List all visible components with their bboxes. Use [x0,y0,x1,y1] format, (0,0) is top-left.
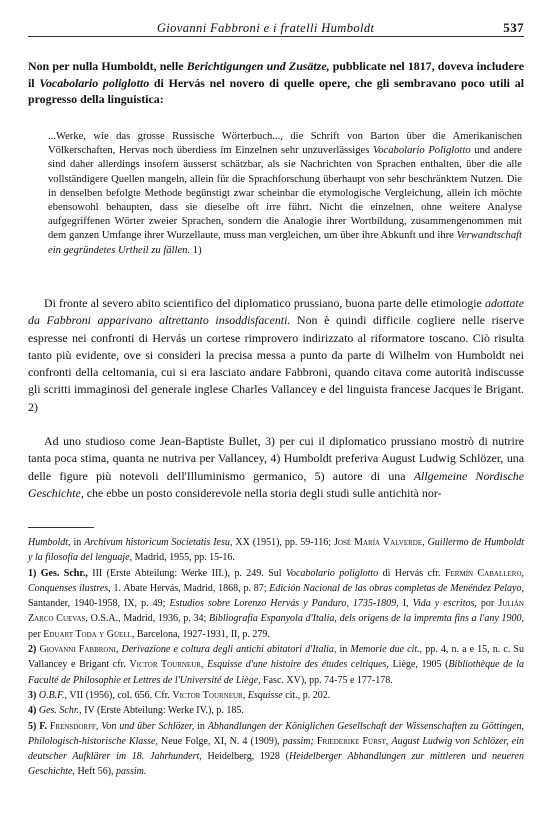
text-run: per [28,628,44,640]
footnotes [28,535,524,780]
author-name: Fermín Caballero, [444,567,524,579]
author-name: Victor Tourneur, [172,689,246,701]
text-run: Heft 56), [74,766,117,778]
text-run-italic: Derivazione e coltura degli antichi abitatori d'Italia, [121,644,337,656]
text-run-italic: Vocabolario Poliglotto [372,145,471,157]
text-run: ...Werke, wie das grosse Russische Wörterbuch..., die Schrift von Barton über die Amerikanischen Völkerschaften, Hervas noch überdiess im Einzelnen sehr unzuverlässiges [48,131,522,157]
text-run-italic: Berichtigungen und Zusätze, [186,59,330,73]
text-run-italic: August Ludwig von Schlözer, ein deutscher Aufklärer im 18. Jahrhundert, [28,735,524,763]
text-run-italic: Guillermo de Humboldt y la filosofía del lenguaje, [28,537,525,564]
author-name: Frensdorff, [49,720,99,732]
running-title: Giovanni Fabbroni e i fratelli Humboldt [156,21,375,35]
paragraph-2 [28,295,524,416]
text-run: in [70,537,85,548]
text-run-italic: Ges. Schr., [38,705,82,717]
text-run: O.S.A., Madrid, 1936, p. 34; [87,613,209,625]
footnote-ref: 1) [190,244,202,256]
text-run: Liège, 1905 ( [388,659,449,671]
text-run-italic: adottate da Fabbroni apparivano altrettanto insoddisfacenti. [28,296,524,328]
footnote-marker: 1) Ges. Schr., [28,567,88,579]
author-name: Friederike Fürst, [316,735,389,747]
text-run: Santander, 1940-1958, IX, p. 49; [28,598,170,610]
text-run-italic: Memorie due cit., [350,644,423,656]
block-quote [48,130,522,258]
text-run-italic: passim. [116,766,147,778]
footnote-continuation [28,535,524,566]
text-run-italic: Vida y escritos, [412,598,477,610]
text-run: XX (1951), pp. 59-116; [232,537,335,548]
text-run: und andere sind daher allerdings insofern äusserst schätzbar, als sie Nachrichten von Sprachen enthalten, über die alle vollständigere Quellen mangeln, allein für die Sprachforschung überhaupt von sehr beschränktem Nutzen. Die in denselben befolgte Methode begünstigt zwar scheinbar die etymologische Vergleichung, allein ich möchte ebensowohl behaupten, dass sie dieselbe oft irre führt. Nicht die einzelnen, ohne weitere Analyse aufgegriffenen Wörter zweier Sprachen, sondern die Analogie ihrer Wortbildung, zusammengenommen mit dem ganzen Umfange ihrer Wurzellaute, muss man vergleichen, um über ihre Abkunft und ihre [48,145,522,242]
text-run: Barcelona, 1927-1931, II, p. 279. [134,628,270,640]
text-run-italic: Estudios sobre Lorenzo Hervás y Panduro, 1735-1809, [169,598,399,610]
text-run: III (Erste Abteilung: Werke III.), p. 249. Sul [87,567,286,579]
running-header [28,14,524,37]
author-name: Giovanni Fabbroni, [39,644,119,656]
text-run: VII (1956), col. 656. Cfr. [67,689,173,701]
text-run: 1. Abate Hervás, Madrid, 1868, p. 87; [110,582,270,594]
text-run-italic: Abhandlungen der Königlichen Gesellschaft der Wissenschaften zu Göttingen, Philologisch-historische Klasse, [28,720,525,747]
page-number: 537 [503,20,524,35]
text-run-italic: Humboldt, [28,537,71,548]
text-run-italic: Vocabolario poliglotto [39,75,150,90]
footnote-marker: 3) [28,689,39,701]
footnote-marker: 2) [28,644,40,656]
text-run-italic: Vocabolario poliglotto [285,567,379,579]
text-run: Heidelberg, 1928 ( [201,751,289,763]
text-run: di Hervás nel novero di quelle opere, che gli sembravano poco utili al progresso della linguistica: [28,75,524,106]
text-run: Non per nulla Humboldt, nelle [28,59,187,73]
text-run: di Hervás cfr. [378,567,445,579]
text-run: Di fronte al severo abito scientifico del diplomatico prussiano, buona parte delle etimologie [44,296,486,310]
text-run-italic: Bibliothèque de la Faculté de Philosophie et Lettres de l'Université de Liège, [28,659,525,686]
text-run-italic: passim; [282,735,314,747]
text-run: I, [398,598,413,610]
text-run-italic: Esquisse d'une histoire des études celtiques, [207,659,389,671]
text-run-italic: O.B.F., [38,689,67,701]
text-run-italic: Esquisse [247,689,283,701]
paragraph-1 [28,58,524,108]
text-run-italic: Bibliografía Espanyola d'Italia, dels origens de la impremta fins a l'any 1900, [208,613,524,625]
author-name: Julián Zarco Cuevas, [28,598,524,625]
text-run-italic: Allgemeine Nordische Geschichte, [28,468,524,500]
text-run: pubblicate nel 1817, doveva includere il [28,59,524,90]
footnote-5 [28,719,524,780]
paragraph-3 [28,433,524,502]
text-run: Madrid, 1955, pp. 15-16. [132,552,235,564]
text-run: Neue Folge, XI, N. 4 (1909), [158,735,283,747]
text-run: in [336,644,351,656]
footnote-marker: 4) [28,705,39,717]
text-run: IV (Erste Abteilung: Werke IV.), p. 185. [81,705,244,717]
text-run: pp. 4, n. a e 15, n. c. Su Vallancey e Brigant cfr. [28,644,524,671]
author-name: José María Valverde, [334,537,425,548]
text-run-italic: Edición Nacional de las obras completas de Menéndez Pelayo, [269,582,524,594]
text-run-italic: Archivum historicum Societatis Iesu, [84,537,233,548]
text-run-italic: Heidelberger Abhandlungen zur mittleren und neueren Geschichte, [28,751,524,778]
text-run-italic: Von und über Schlözer, [101,720,195,732]
footnote-2 [28,642,524,688]
text-run: Ad uno studioso come Jean-Baptiste Bullet, 3) per cui il diplomatico prussiano mostrò di nutrire tanta poca stima, quanta ne nutriva per Vallancey, 4) Humboldt preferiva August Ludwig Schlözer, una delle figure più notevoli dell'Illuminismo germanico, 5) autore di una [28,434,524,483]
text-run: cit., p. 202. [282,689,331,701]
footnote-marker: 5) F. [28,720,50,732]
text-run-italic: Conquenses ilustres, [28,582,111,594]
text-run: che ebbe un posto considerevole nella storia degli studi sulle antichità nor- [83,485,442,500]
footnote-3 [28,688,524,703]
footnote-4 [28,703,524,718]
footnote-1 [28,566,524,642]
text-run: Non è quindi difficile cogliere nelle riserve espresse nei confronti di Hervás un cortese rimprovero indirizzato al riformatore toscano. Ciò risulta tanto più evidente, ove si consideri la precisa messa a punto da parte di Wilhelm von Humboldt nei confronti della celtomania, cui si era lasciato andare Fabbroni, quando citava come autorità indiscusse gli scritti immaginosi del generale inglese Charles Vallancey e del linguista francese Jacques le Brigant. 2) [28,313,524,414]
author-name: Victor Tourneur, [129,659,204,671]
author-name: Eduart Toda y Güell, [43,628,135,640]
text-run-italic: Verwandtschaft ein gegründetes Urtheil zu fällen. [48,230,522,256]
text-run: in [194,720,208,732]
footnote-separator [28,527,94,528]
text-run: Fasc. XV), pp. 74-75 e 177-178. [260,674,393,686]
text-run: por [476,598,499,610]
